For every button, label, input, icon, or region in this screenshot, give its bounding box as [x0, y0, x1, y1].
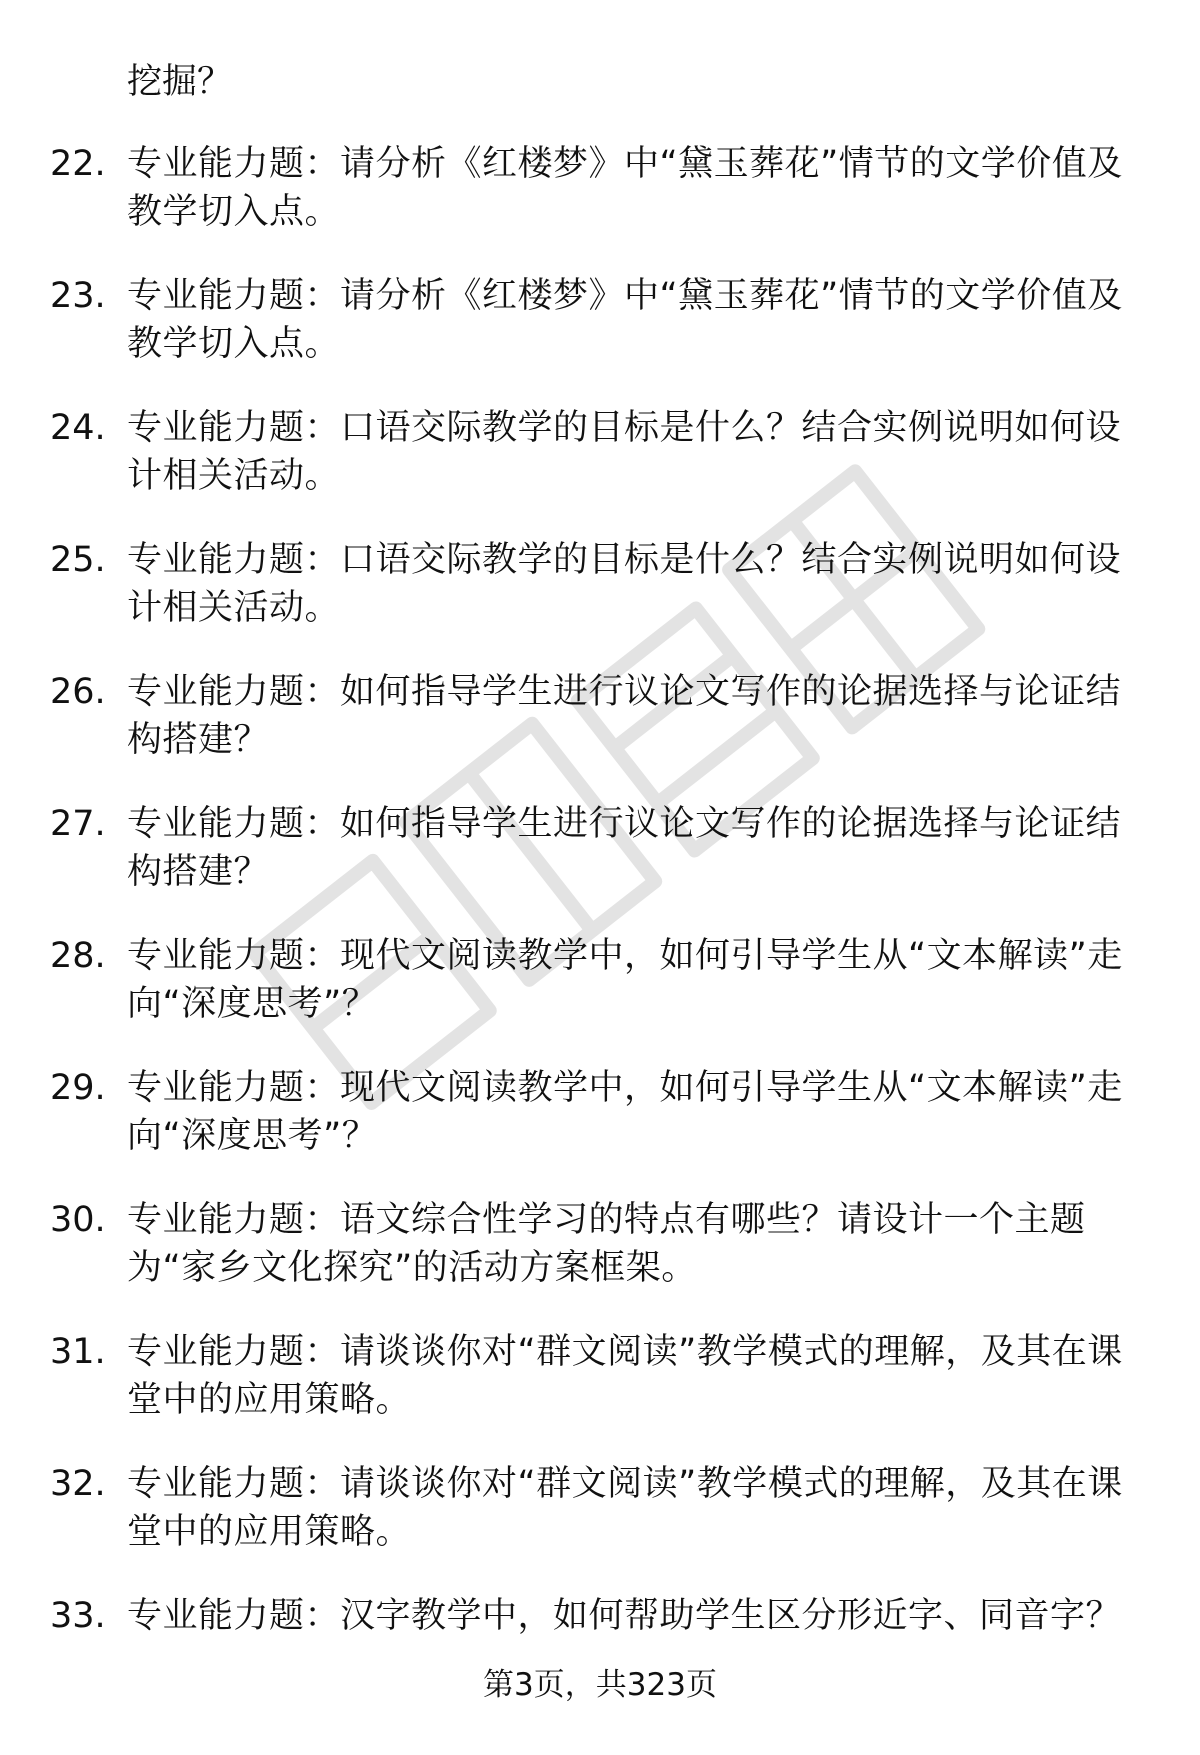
question-item	[0, 1328, 1200, 1460]
question-number: 30.	[50, 1200, 106, 1240]
question-item	[0, 668, 1200, 800]
question-number: 23.	[50, 276, 106, 316]
question-item	[0, 1460, 1200, 1592]
question-item	[0, 932, 1200, 1064]
question-number: 33.	[50, 1596, 106, 1636]
question-text: 专业能力题：请谈谈你对“群文阅读”教学模式的理解，及其在课堂中的应用策略。	[127, 1332, 1123, 1420]
question-item	[0, 536, 1200, 668]
question-text: 专业能力题：请分析《红楼梦》中“黛玉葬花”情节的文学价值及教学切入点。	[127, 144, 1123, 232]
question-text: 专业能力题：现代文阅读教学中，如何引导学生从“文本解读”走向“深度思考”？	[127, 936, 1123, 1024]
question-text: 专业能力题：请分析《红楼梦》中“黛玉葬花”情节的文学价值及教学切入点。	[127, 276, 1123, 364]
question-number: 22.	[50, 144, 106, 184]
question-item	[0, 272, 1200, 404]
question-number: 24.	[50, 408, 106, 448]
question-text: 专业能力题：语文综合性学习的特点有哪些？请设计一个主题为“家乡文化探究”的活动方案框架。	[127, 1200, 1086, 1288]
question-number: 29.	[50, 1068, 106, 1108]
question-number: 25.	[50, 540, 106, 580]
question-number: 31.	[50, 1332, 106, 1372]
question-item	[0, 404, 1200, 536]
page-footer: 第3页，共323页	[483, 1667, 717, 1703]
question-text: 专业能力题：口语交际教学的目标是什么？结合实例说明如何设计相关活动。	[127, 408, 1122, 496]
question-item	[0, 800, 1200, 932]
question-text: 专业能力题：如何指导学生进行议论文写作的论据选择与论证结构搭建？	[127, 804, 1122, 892]
question-item	[0, 1196, 1200, 1328]
question-list	[0, 140, 1200, 1724]
continuation-text: 挖掘？	[127, 62, 233, 102]
question-text: 专业能力题：汉字教学中，如何帮助学生区分形近字、同音字？	[127, 1596, 1122, 1636]
question-text: 专业能力题：现代文阅读教学中，如何引导学生从“文本解读”走向“深度思考”？	[127, 1068, 1123, 1156]
question-text: 专业能力题：口语交际教学的目标是什么？结合实例说明如何设计相关活动。	[127, 540, 1122, 628]
question-item	[0, 1064, 1200, 1196]
question-text: 专业能力题：请谈谈你对“群文阅读”教学模式的理解，及其在课堂中的应用策略。	[127, 1464, 1123, 1552]
question-number: 32.	[50, 1464, 106, 1504]
question-number: 26.	[50, 672, 106, 712]
question-number: 27.	[50, 804, 106, 844]
question-text: 专业能力题：如何指导学生进行议论文写作的论据选择与论证结构搭建？	[127, 672, 1122, 760]
question-item	[0, 140, 1200, 272]
question-number: 28.	[50, 936, 106, 976]
